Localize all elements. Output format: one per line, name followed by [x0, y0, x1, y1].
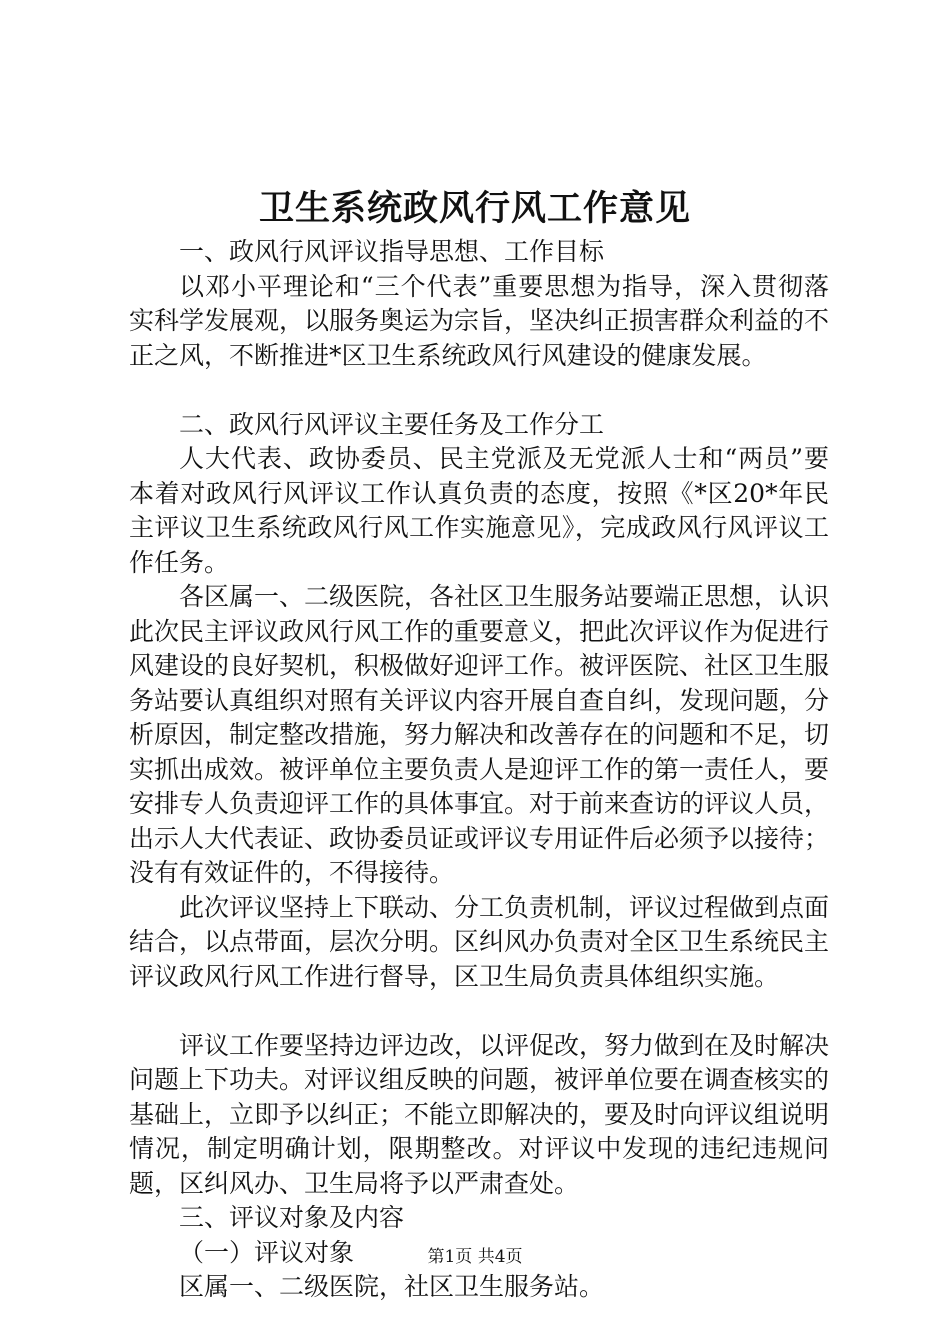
document-title: 卫生系统政风行风工作意见 — [258, 188, 691, 229]
section-heading-2: 二、政风行风评议主要任务及工作分工 — [179, 409, 605, 439]
paragraph-guiding-thought: 以邓小平理论和“三个代表”重要思想为指导，深入贯彻落实科学发展观，以服务奥运为宗旨，坚决纠正损害群众利益的不正之风，不断推进*区卫生系统政风行风建设的健康发展。 — [129, 271, 830, 370]
paragraph-hospitals: 各区属一、二级医院，各社区卫生服务站要端正思想，认识此次民主评议政风行风工作的重要意义，把此次评议作为促进行风建设的良好契机，积极做好迎评工作。被评医院、社区卫生服务站要认真组织对照有关评议内容开展自查自纠，发现问题，分析原因，制定整改措施，努力解决和改善存在的问题和不足，切实抓出成效。被评单位主要负责人是迎评工作的第一责任人，要安排专人负责迎评工作的具体事宜。对于前来查访的评议人员，出示人大代表证、政协委员证或评议专用证件后必须予以接待；没有有效证件的，不得接待。 — [129, 582, 830, 887]
subsection-heading-1: （一）评议对象 — [179, 1237, 355, 1267]
paragraph-representatives: 人大代表、政协委员、民主党派及无党派人士和“两员”要本着对政风行风评议工作认真负责的态度，按照《*区20*年民主评议卫生系统政风行风工作实施意见》，完成政风行风评议工作任务。 — [129, 444, 829, 577]
blank-line — [129, 373, 829, 408]
blank-line — [129, 994, 829, 1029]
paragraph-rectification: 评议工作要坚持边评边改，以评促改，努力做到在及时解决问题上下功夫。对评议组反映的问题，被评单位要在调查核实的基础上，立即予以纠正；不能立即解决的，要及时向评议组说明情况，制定明确计划，限期整改。对评议中发现的违纪违规问题，区纠风办、卫生局将予以严肃查处。 — [129, 1030, 830, 1198]
paragraph-mechanism: 此次评议坚持上下联动、分工负责机制，评议过程做到点面结合，以点带面，层次分明。区纠风办负责对全区卫生系统民主评议政风行风工作进行督导，区卫生局负责具体组织实施。 — [129, 892, 830, 991]
section-heading-1: 一、政风行风评议指导思想、工作目标 — [179, 237, 605, 266]
paragraph-targets: 区属一、二级医院，社区卫生服务站。 — [179, 1272, 605, 1301]
page-footer: 第1页 共4页 — [427, 1247, 523, 1267]
section-heading-3: 三、评议对象及内容 — [179, 1203, 405, 1232]
document-body — [129, 235, 829, 1305]
